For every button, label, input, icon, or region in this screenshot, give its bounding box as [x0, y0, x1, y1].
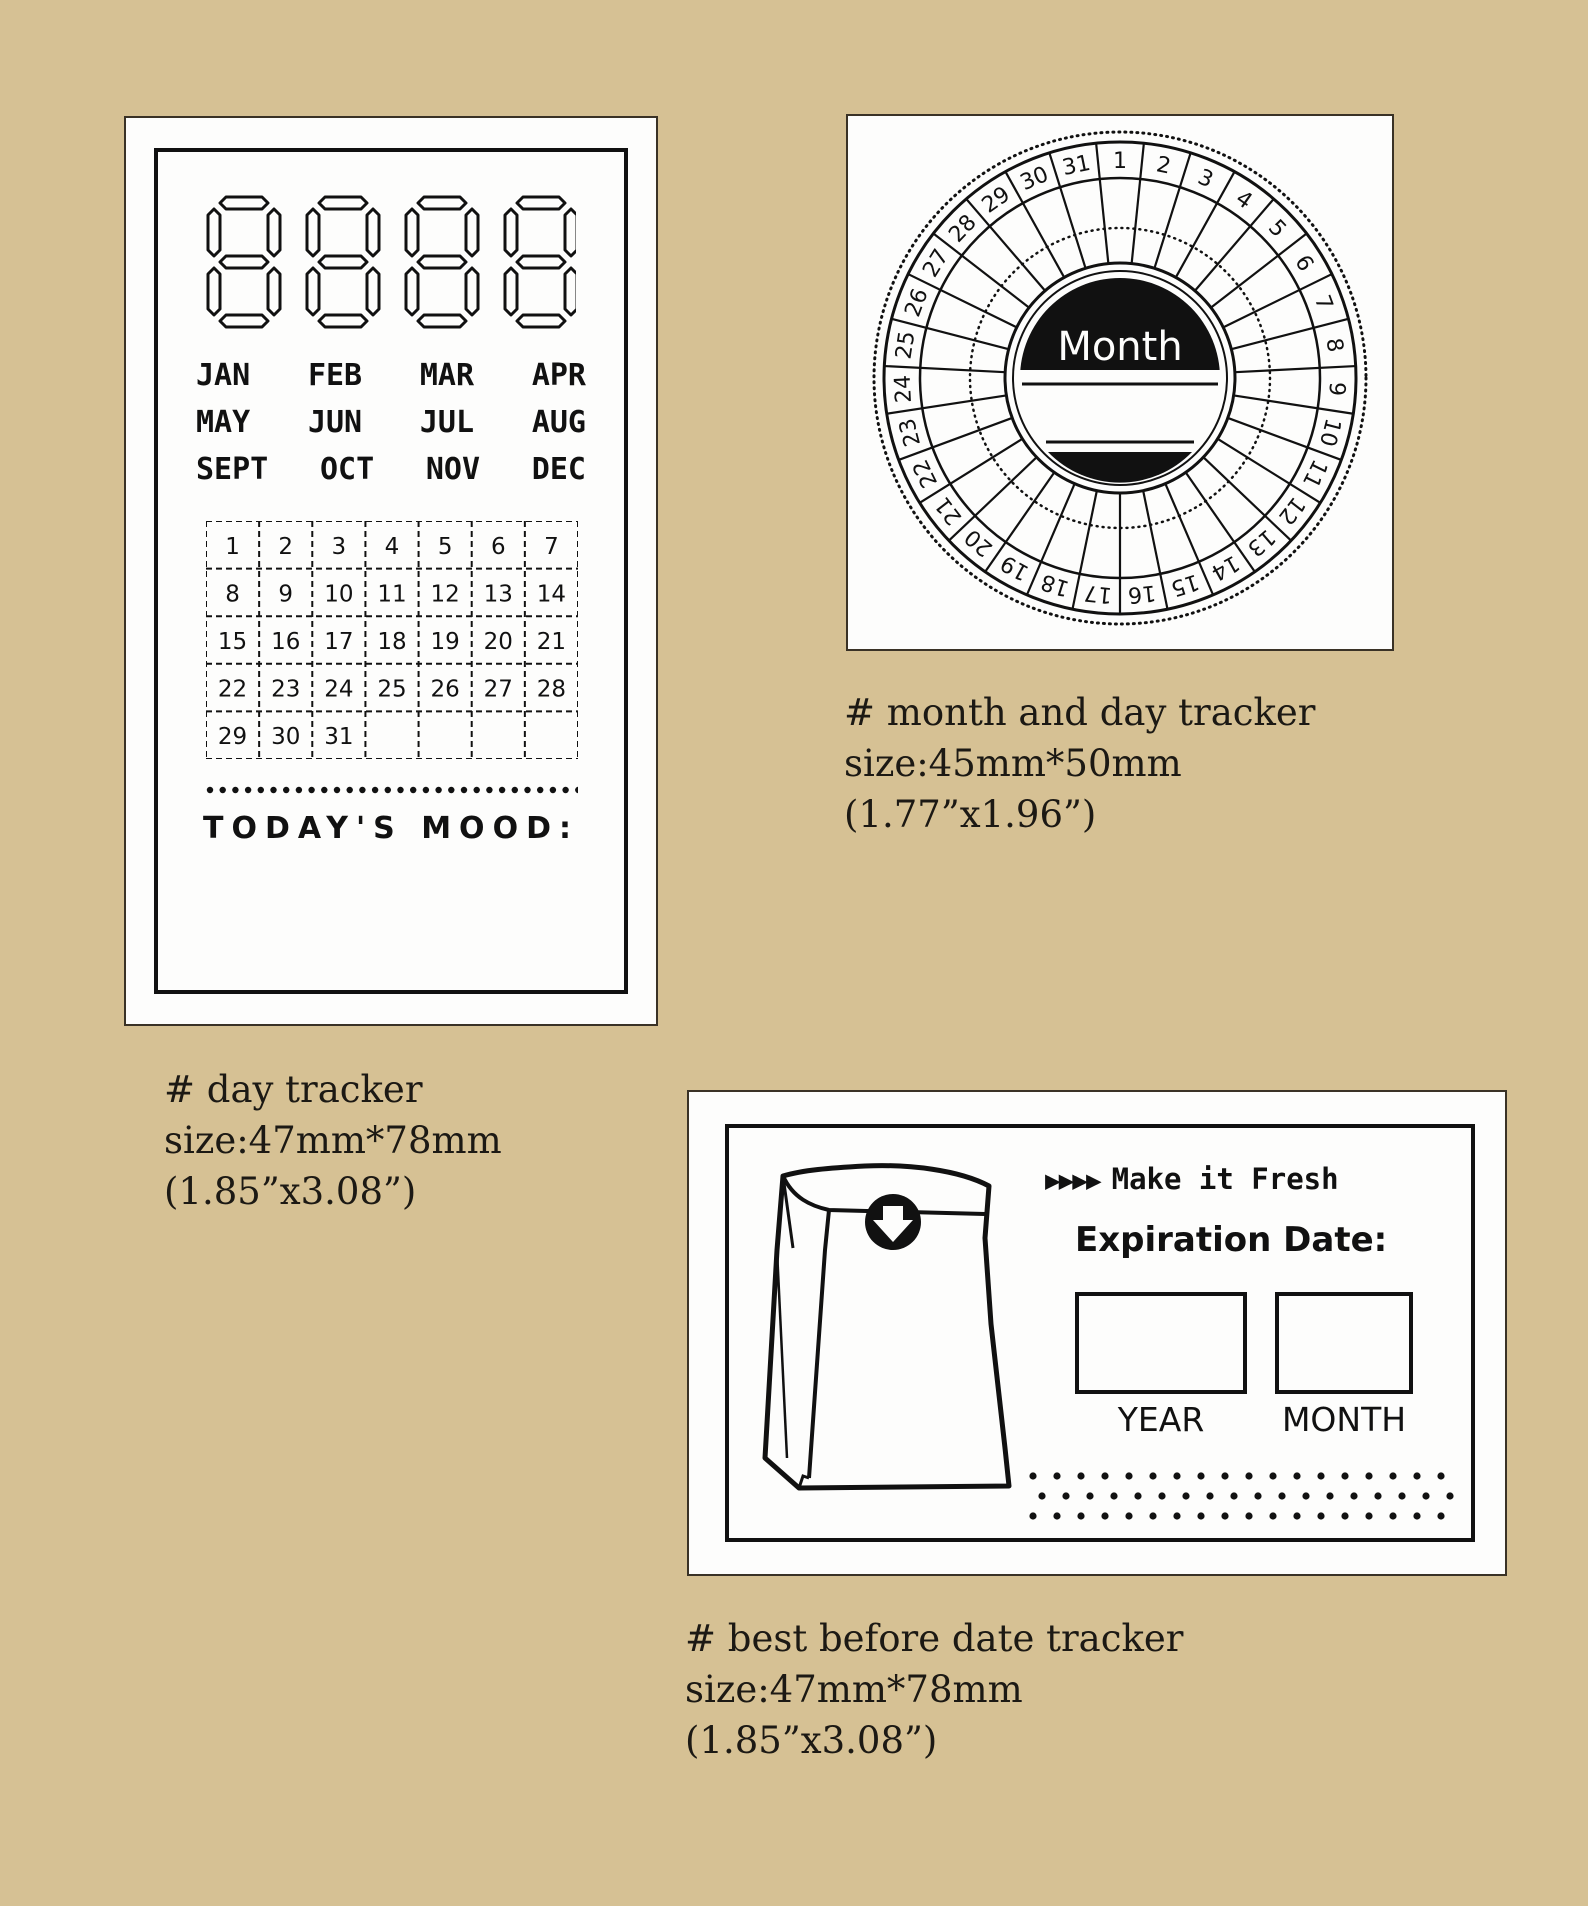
segment	[418, 256, 466, 268]
day-number: 6	[490, 533, 506, 560]
triple-arrow-icon: ▶▶▶▶	[1045, 1166, 1100, 1196]
digit-outline	[505, 197, 576, 327]
month-bottom-cap	[1048, 452, 1192, 483]
dial-day-number: 24	[890, 374, 917, 404]
caption-inches: (1.85”x3.08”)	[685, 1719, 938, 1762]
pattern-dot	[1053, 1512, 1060, 1519]
segment	[319, 197, 367, 209]
pattern-dot	[1053, 1472, 1060, 1479]
pattern-dot	[1374, 1492, 1381, 1499]
divider-dot	[334, 787, 340, 793]
pattern-dot	[1245, 1512, 1252, 1519]
day-number: 14	[536, 581, 567, 608]
divider-dot	[220, 787, 226, 793]
dial-day-number: 3	[1194, 164, 1217, 194]
divider-dot	[347, 787, 353, 793]
segment	[406, 268, 418, 315]
pattern-dot	[1077, 1512, 1084, 1519]
divider-dot	[435, 787, 441, 793]
segment	[517, 256, 565, 268]
best-before-caption	[685, 1613, 1183, 1766]
day-number: 13	[483, 581, 513, 608]
dial-day-number: 27	[918, 244, 955, 282]
pattern-dot	[1341, 1472, 1348, 1479]
pattern-dot	[1293, 1512, 1300, 1519]
day-number: 21	[536, 629, 567, 655]
digit-outline	[307, 197, 379, 327]
segment	[268, 268, 280, 315]
pattern-dot	[1221, 1512, 1228, 1519]
divider-dot	[524, 787, 530, 793]
month-label: JAN	[196, 358, 251, 393]
pattern-dot	[1182, 1492, 1189, 1499]
segment	[517, 315, 565, 327]
pattern-dot	[1278, 1492, 1285, 1499]
divider-dot	[461, 787, 467, 793]
divider-dot	[575, 787, 578, 793]
segment	[466, 268, 478, 315]
pattern-dot	[1317, 1512, 1324, 1519]
pattern-dot	[1326, 1492, 1333, 1499]
segment	[307, 268, 319, 315]
month-list	[196, 358, 586, 499]
dial-spoke	[1096, 143, 1108, 263]
pattern-dot	[1341, 1512, 1348, 1519]
day-number: 1	[225, 533, 240, 560]
digit-outline	[208, 197, 280, 327]
divider-dot	[486, 787, 492, 793]
dotted-divider	[206, 786, 578, 794]
pattern-dot	[1173, 1472, 1180, 1479]
divider-dot	[245, 787, 251, 793]
segment	[367, 209, 379, 256]
pattern-dot	[1086, 1492, 1093, 1499]
day-number: 26	[430, 676, 460, 703]
divider-dot	[537, 787, 543, 793]
dial-day-number: 16	[1126, 579, 1158, 608]
segment	[220, 256, 268, 268]
pattern-dot	[1245, 1472, 1252, 1479]
dial-day-number: 28	[944, 210, 982, 248]
dial-day-number: 31	[1060, 150, 1093, 181]
month-label: APR	[531, 358, 586, 393]
dial-spoke	[933, 234, 1029, 308]
day-number: 7	[544, 533, 559, 560]
dial-day-number: 5	[1263, 215, 1291, 243]
day-number: 11	[377, 581, 407, 608]
divider-dot	[448, 787, 454, 793]
segment	[220, 315, 268, 327]
day-number: 30	[271, 724, 301, 751]
best-before-card	[689, 1092, 1505, 1574]
pattern-dot	[1446, 1492, 1453, 1499]
pattern-dot	[1230, 1492, 1237, 1499]
segment	[268, 209, 280, 256]
day-number: 9	[278, 581, 294, 608]
caption-inches: (1.85”x3.08”)	[164, 1170, 417, 1213]
dial-day-number: 13	[1242, 523, 1280, 561]
dial-day-number: 7	[1308, 291, 1338, 314]
pattern-dot	[1221, 1472, 1228, 1479]
month-center-label: Month	[1057, 324, 1183, 370]
pattern-dot	[1413, 1512, 1420, 1519]
segment	[517, 197, 565, 209]
segment	[319, 256, 367, 268]
day-number: 24	[324, 676, 354, 703]
divider-dot	[562, 787, 568, 793]
pattern-dot	[1389, 1512, 1396, 1519]
pattern-dot	[1437, 1512, 1444, 1519]
dial-day-number: 17	[1082, 579, 1114, 608]
pattern-dot	[1134, 1492, 1141, 1499]
pattern-dot	[1350, 1492, 1357, 1499]
dial-spoke	[884, 366, 1005, 372]
segment	[406, 209, 418, 256]
circular-day-dial	[848, 116, 1392, 649]
dial-day-number: 2	[1154, 152, 1173, 180]
dial-day-number: 12	[1272, 491, 1310, 530]
pattern-dot	[1293, 1472, 1300, 1479]
pattern-dot	[1422, 1492, 1429, 1499]
day-number: 15	[217, 629, 248, 655]
pattern-dot	[1197, 1472, 1204, 1479]
pattern-dot	[1173, 1512, 1180, 1519]
caption-size: size:47mm*78mm	[164, 1119, 502, 1162]
divider-dot	[372, 787, 378, 793]
divider-dot	[258, 787, 264, 793]
dial-day-number: 23	[894, 415, 927, 449]
month-label: MAY	[196, 405, 251, 440]
caption-title: # month and day tracker	[844, 691, 1316, 734]
divider-dot	[474, 787, 480, 793]
segment	[319, 315, 367, 327]
segment	[418, 197, 466, 209]
dial-day-number: 18	[1038, 568, 1073, 601]
month-label: MONTH	[1281, 1400, 1407, 1439]
month-label: JUL	[419, 405, 475, 440]
dot-pattern	[1029, 1468, 1469, 1528]
dial-spoke	[1235, 366, 1356, 372]
dial-day-number: 22	[908, 455, 944, 492]
pattern-dot	[1149, 1512, 1156, 1519]
pattern-dot	[1125, 1472, 1132, 1479]
dial-day-number: 20	[960, 523, 998, 561]
month-label: NOV	[425, 452, 481, 487]
month-day-tracker-caption	[844, 687, 1316, 840]
day-grid	[206, 521, 578, 759]
day-number: 17	[324, 629, 354, 655]
pattern-dot	[1365, 1472, 1372, 1479]
day-number: 31	[324, 724, 354, 751]
expiration-date-heading: Expiration Date:	[1075, 1220, 1388, 1260]
segment	[565, 209, 576, 256]
pattern-dot	[1101, 1512, 1108, 1519]
divider-dot	[270, 787, 276, 793]
pattern-dot	[1389, 1472, 1396, 1479]
divider-dot	[232, 787, 238, 793]
day-number: 18	[377, 629, 407, 655]
dial-day-number: 29	[977, 182, 1015, 219]
divider-dot	[499, 787, 505, 793]
pattern-dot	[1437, 1472, 1444, 1479]
divider-dot	[283, 787, 289, 793]
divider-dot	[512, 787, 518, 793]
segment	[505, 268, 517, 315]
pattern-dot	[1302, 1492, 1309, 1499]
divider-dot	[308, 787, 314, 793]
caption-title: # best before date tracker	[685, 1617, 1184, 1660]
day-number: 3	[331, 533, 347, 560]
pattern-dot	[1110, 1492, 1117, 1499]
dial-day-number: 14	[1206, 549, 1244, 586]
dial-spoke	[1234, 395, 1354, 413]
dial-day-number: 30	[1016, 162, 1053, 197]
pattern-dot	[1398, 1492, 1405, 1499]
pattern-dot	[1197, 1512, 1204, 1519]
dial-day-number: 11	[1296, 455, 1332, 492]
segment	[208, 268, 220, 315]
dial-day-number: 15	[1167, 568, 1202, 601]
dial-day-number: 6	[1289, 250, 1319, 277]
day-number: 23	[271, 676, 301, 703]
dial-day-number: 8	[1320, 336, 1348, 355]
pattern-dot	[1206, 1492, 1213, 1499]
divider-dot	[207, 787, 213, 793]
day-number: 4	[384, 533, 400, 560]
dial-spoke	[1132, 143, 1144, 263]
month-label: OCT	[319, 452, 375, 487]
pattern-dot	[1125, 1512, 1132, 1519]
month-day-tracker-card	[848, 116, 1392, 649]
dial-day-number: 1	[1113, 149, 1127, 174]
dial-day-number: 21	[930, 491, 968, 530]
month-label: JUN	[307, 405, 363, 440]
seven-segment-digits	[206, 194, 576, 330]
day-number: 27	[483, 676, 513, 703]
pattern-dot	[1077, 1472, 1084, 1479]
day-tracker-card	[126, 118, 656, 1024]
todays-mood-label: TODAY'S MOOD:	[203, 811, 579, 846]
pattern-dot	[1365, 1512, 1372, 1519]
day-number: 10	[324, 581, 354, 608]
day-number: 19	[430, 629, 460, 655]
pattern-dot	[1029, 1472, 1036, 1479]
divider-dot	[359, 787, 365, 793]
pattern-dot	[1101, 1472, 1108, 1479]
pattern-dot	[1158, 1492, 1165, 1499]
day-number: 8	[225, 581, 240, 608]
pattern-dot	[1269, 1512, 1276, 1519]
pattern-dot	[1317, 1472, 1324, 1479]
caption-size: size:45mm*50mm	[844, 742, 1182, 785]
divider-dot	[423, 787, 429, 793]
year-box	[1075, 1292, 1247, 1394]
dial-day-number: 9	[1323, 381, 1350, 397]
pattern-dot	[1038, 1492, 1045, 1499]
segment	[418, 315, 466, 327]
day-number: 25	[377, 676, 407, 703]
make-it-fresh-tagline	[1045, 1162, 1339, 1196]
caption-size: size:47mm*78mm	[685, 1668, 1023, 1711]
day-number: 5	[437, 533, 453, 560]
month-label: MAR	[419, 358, 475, 393]
pattern-dot	[1062, 1492, 1069, 1499]
month-label-bar	[1020, 370, 1220, 378]
caption-title: # day tracker	[164, 1068, 423, 1111]
day-tracker-caption	[164, 1064, 502, 1217]
pattern-dot	[1149, 1472, 1156, 1479]
dial-day-number: 26	[900, 285, 934, 321]
paper-bag-icon	[759, 1158, 1019, 1518]
digit-outline	[406, 197, 478, 327]
divider-dot	[321, 787, 327, 793]
dial-day-number: 25	[891, 329, 921, 361]
month-box	[1275, 1292, 1413, 1394]
segment	[220, 197, 268, 209]
day-number: 28	[536, 676, 567, 703]
dial-day-number: 4	[1230, 186, 1257, 215]
segment	[565, 268, 576, 315]
divider-dot	[550, 787, 556, 793]
dial-spokes	[884, 143, 1355, 614]
segment	[505, 209, 517, 256]
day-number: 20	[483, 629, 513, 655]
month-label: AUG	[531, 405, 586, 440]
dial-day-number: 19	[996, 549, 1034, 586]
segment	[307, 209, 319, 256]
day-number: 12	[430, 581, 460, 608]
segment	[208, 209, 220, 256]
divider-dot	[397, 787, 403, 793]
divider-dot	[385, 787, 391, 793]
pattern-dot	[1029, 1512, 1036, 1519]
segment	[367, 268, 379, 315]
divider-dot	[410, 787, 416, 793]
day-number: 29	[217, 724, 248, 751]
pattern-dot	[1254, 1492, 1261, 1499]
month-label: DEC	[531, 452, 586, 487]
divider-dot	[296, 787, 302, 793]
segment	[466, 209, 478, 256]
day-number: 16	[271, 629, 301, 655]
month-label: SEPT	[196, 452, 269, 487]
pattern-dot	[1269, 1472, 1276, 1479]
pattern-dot	[1413, 1472, 1420, 1479]
year-label: YEAR	[1117, 1400, 1205, 1439]
dial-day-number: 10	[1313, 415, 1346, 449]
day-number: 22	[217, 676, 248, 703]
day-number: 2	[278, 533, 294, 560]
caption-inches: (1.77”x1.96”)	[844, 793, 1097, 836]
tagline-text: Make it Fresh	[1111, 1162, 1339, 1196]
month-label: FEB	[307, 358, 363, 393]
